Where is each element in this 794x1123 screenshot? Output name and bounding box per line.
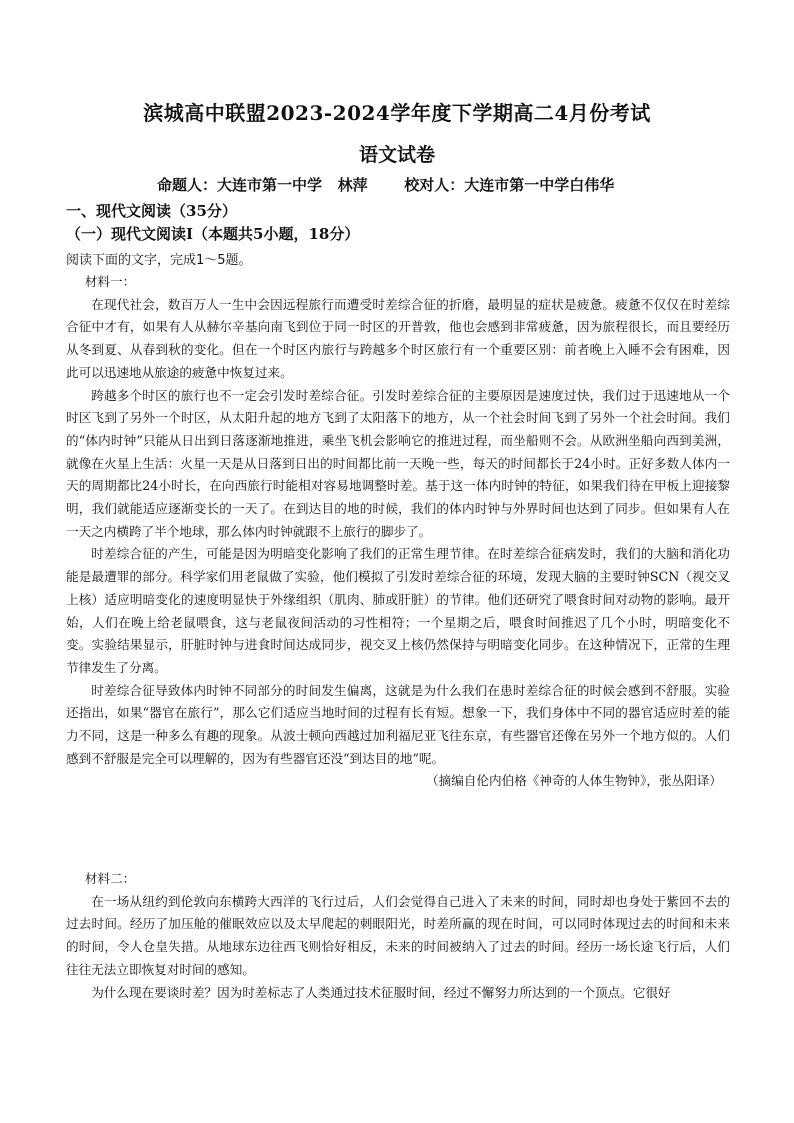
- material-one: [66, 271, 730, 793]
- reading-instruction: 阅读下面的文字，完成1～5题。: [66, 253, 252, 268]
- exam-subtitle: 语文试卷: [358, 144, 435, 166]
- material-one-citation: （摘编自伦内伯格《神奇的人体生物钟》，张丛阳译）: [426, 773, 722, 789]
- section-heading: 一、现代文阅读（35分）: [66, 202, 237, 220]
- subsection-heading: （一）现代文阅读Ⅰ（本题共5小题，18分）: [66, 225, 360, 243]
- material-two-paragraph: 在一场从纽约到伦敦向东横跨大西洋的飞行过后，人们会觉得自己进入了未来的时间，同时却也身处于紫回不去的过去时间。经历了加压舱的催眠效应以及太早爬起的刺眼阳光，时差所赢的现在时间，可以同时体现过去的时间和未来的时间，令人仓皇失措。从地球东边往西飞则恰好相反，未来的时间被纳入了过去的时间。经历一场长途飞行后，人们往往无法立即恢复对时间的感知。: [66, 893, 730, 977]
- material-one-label: 材料一：: [84, 274, 136, 289]
- material-one-paragraph: 时差综合征导致体内时钟不同部分的时间发生偏离，这就是为什么我们在患时差综合征的时候会感到不舒服。实验还指出，如果“器官在旅行”，那么它们适应当地时间的过程有长有短。想象一下，我们身体中不同的器官适应时差的能力不同，这是一种多么有趣的现象。从波士顿向西越过加利福尼亚飞往东京，有些器官还像在另外一个地方似的。人们感到不舒服是完全可以理解的，因为有些器官还没“到达目的地”呢。: [66, 682, 730, 766]
- material-two: [66, 868, 730, 1004]
- material-two-label: 材料二：: [84, 871, 136, 886]
- material-one-paragraph: 在现代社会，数百万人一生中会因远程旅行而遭受时差综合征的折磨，最明显的症状是疲惫。疲惫不仅仅在时差综合征中才有，如果有人从赫尔辛基向南飞到位于同一时区的开普敦，他也会感到非常疲惫，因为旅程很长，而且要经历从冬到夏、从春到秋的变化。但在一个时区内旅行与跨越多个时区旅行有一个重要区别：前者晚上入睡不会有困难，因此可以迅速地从旅途的疲惫中恢复过来。: [66, 296, 730, 380]
- exam-title: 滨城高中联盟2023-2024学年度下学期高二4月份考试: [143, 101, 651, 125]
- material-two-paragraph: 为什么现在要谈时差？因为时差标志了人类通过技术征服时间，经过不懈努力所达到的一个顶点。它很好: [91, 984, 671, 1000]
- material-one-paragraph: 跨越多个时区的旅行也不一定会引发时差综合征。引发时差综合征的主要原因是速度过快，我们过于迅速地从一个时区飞到了另外一个时区，从太阳升起的地方飞到了太阳落下的地方，从一个社会时间飞到了另外一个社会时间。我们的“体内时钟”只能从日出到日落逐渐地推进，乘坐飞机会影响它的推进过程，而坐船则不会。从欧洲坐船向西到美洲，就像在火星上生活：火星一天是从日落到日出的时间都比前一天晚一些，每天的时间都长于24小时。正好多数人体内一天的周期都比24小时长，在向西旅行时能相对容易地调整时差。基于这一体内时钟的特征，如果我们待在甲板上迎接黎明，我们就能适应逐渐变长的一天了。在到达目的地的时候，我们的体内时钟与外界时间也达到了同步。但如果有人在一天之内横跨了半个地球，那么体内时钟就跟不上旅行的脚步了。: [66, 387, 730, 539]
- author-line: 命题人：大连市第一中学 林萍 校对人：大连市第一中学白伟华: [157, 176, 615, 194]
- material-one-paragraph: 时差综合征的产生，可能是因为明暗变化影响了我们的正常生理节律。在时差综合征病发时，我们的大脑和消化功能是最遭罪的部分。科学家们用老鼠做了实验，他们模拟了引发时差综合征的环境，发现大脑的主要时钟SCN（视交叉上核）适应明暗变化的速度明显快于外缘组织（肌肉、肺或肝脏）的节律。他们还研究了喂食时间对动物的影响。最开始，人们在晚上给老鼠喂食，这与老鼠夜间活动的习性相符；一个星期之后，喂食时间推迟了几个小时，明暗变化不变。实验结果显示，肝脏时钟与进食时间达成同步，视交叉上核仍然保持与明暗变化同步。在这种情况下，正常的生理节律发生了分离。: [66, 546, 730, 675]
